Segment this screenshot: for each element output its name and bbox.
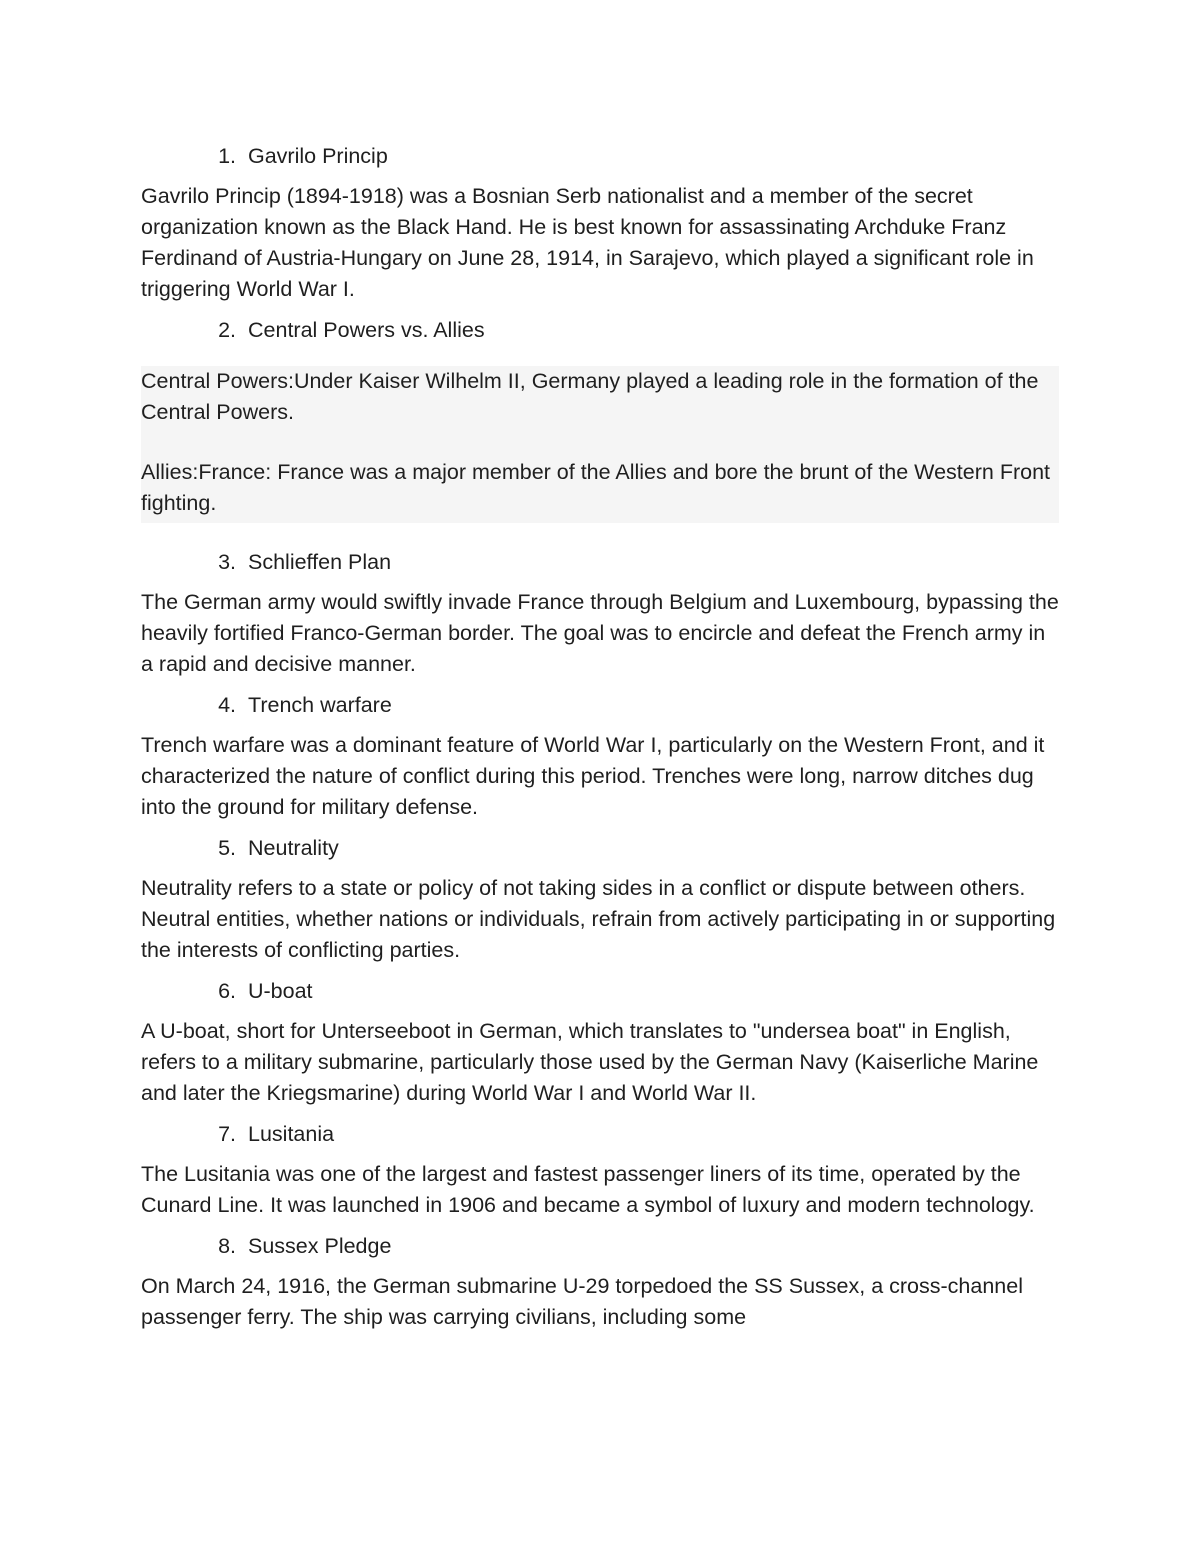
paragraph-schlieffen-plan: The German army would swiftly invade France through Belgium and Luxembourg, bypassing the heavily fortified Franco-German border. The goal was to encircle and defeat the French army in a rapid and decisive manner. [141,590,1059,676]
list-number: 3. [218,550,236,574]
document-body [141,141,1059,1343]
paragraph-neutrality: Neutrality refers to a state or policy of not taking sides in a conflict or dispute between others. Neutral entities, whether nations or individuals, refrain from actively participating in or supporting the interests of conflicting parties. [141,876,1056,962]
list-heading-neutrality [141,833,1059,864]
list-title: Central Powers vs. Allies [248,318,485,342]
list-number: 7. [218,1122,236,1146]
list-number: 4. [218,693,236,717]
list-number: 6. [218,979,236,1003]
paragraph-allies: Allies:France: France was a major member of the Allies and bore the brunt of the Western Front fighting. [141,460,1050,515]
list-number: 2. [218,318,236,342]
list-heading-lusitania [141,1119,1059,1150]
paragraph-central-powers: Central Powers:Under Kaiser Wilhelm II, Germany played a leading role in the formation of the Central Powers. [141,369,1039,424]
list-number: 8. [218,1234,236,1258]
shaded-block [141,366,1059,523]
list-number: 1. [218,144,236,168]
list-heading-central-powers-vs-allies [141,315,1059,346]
paragraph-lusitania: The Lusitania was one of the largest and fastest passenger liners of its time, operated by the Cunard Line. It was launched in 1906 and became a symbol of luxury and modern technology. [141,1162,1035,1217]
list-heading-sussex-pledge [141,1231,1059,1262]
list-heading-schlieffen-plan [141,547,1059,578]
list-title: Lusitania [248,1122,335,1146]
list-number: 5. [218,836,236,860]
list-title: Schlieffen Plan [248,550,392,574]
paragraph-sussex-pledge: On March 24, 1916, the German submarine U-29 torpedoed the SS Sussex, a cross-channel passenger ferry. The ship was carrying civilians, including some [141,1274,1023,1329]
paragraph-u-boat: A U-boat, short for Unterseeboot in German, which translates to "undersea boat" in English, refers to a military submarine, particularly those used by the German Navy (Kaiserliche Marine and later the Kriegsmarine) during World War I and World War II. [141,1019,1039,1105]
list-title: Trench warfare [248,693,392,717]
list-title: Neutrality [248,836,339,860]
list-heading-trench-warfare [141,690,1059,721]
list-heading-gavrilo-princip [141,141,1059,172]
paragraph-trench-warfare: Trench warfare was a dominant feature of World War I, particularly on the Western Front, and it characterized the nature of conflict during this period. Trenches were long, narrow ditches dug into the ground for military defense. [141,733,1045,819]
list-heading-u-boat [141,976,1059,1007]
list-title: U-boat [248,979,313,1003]
list-title: Sussex Pledge [248,1234,392,1258]
paragraph-gavrilo-princip: Gavrilo Princip (1894-1918) was a Bosnian Serb nationalist and a member of the secret organization known as the Black Hand. He is best known for assassinating Archduke Franz Ferdinand of Austria-Hungary on June 28, 1914, in Sarajevo, which played a significant role in triggering World War I. [141,184,1034,301]
list-title: Gavrilo Princip [248,144,388,168]
